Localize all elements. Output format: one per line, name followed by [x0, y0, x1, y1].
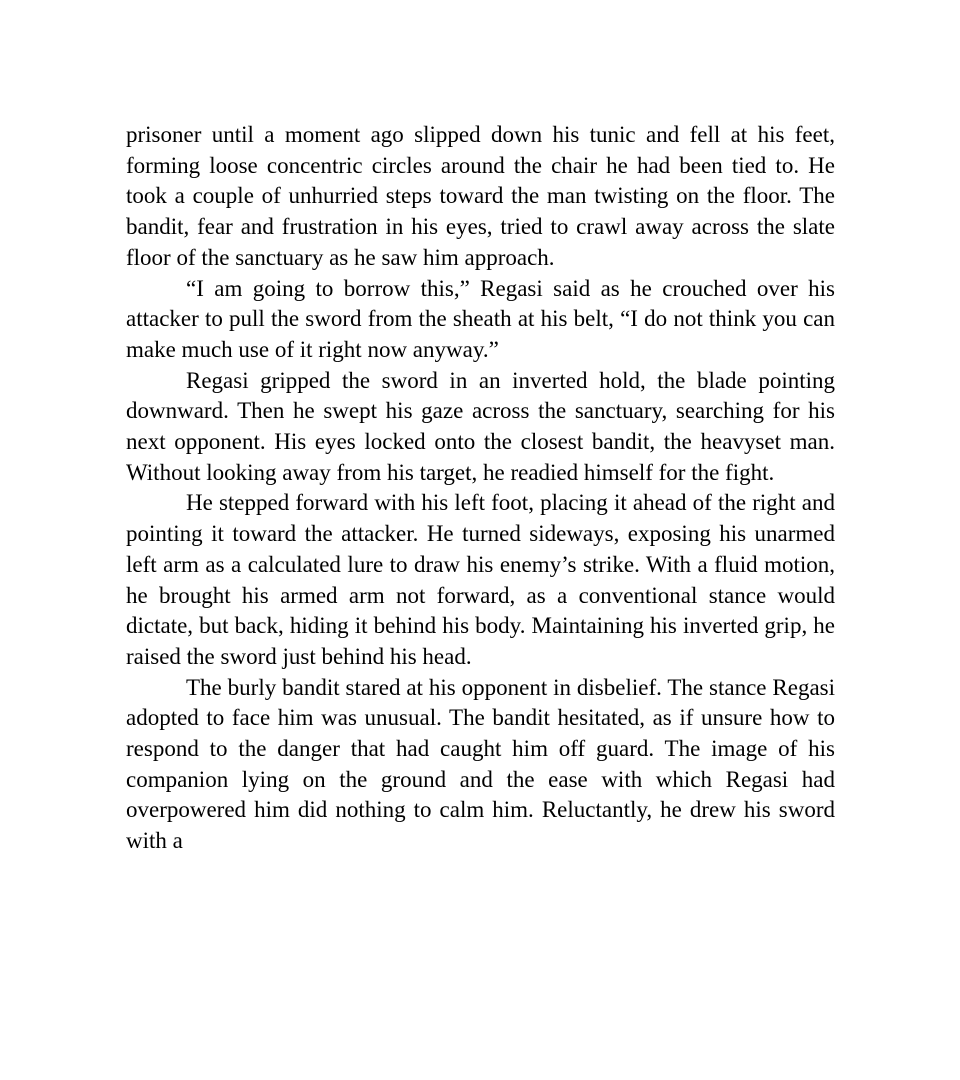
paragraph: “I am going to borrow this,” Regasi said as he crouched over his attacker to pull the sword from the sheath at his belt, “I do not think you can make much use of it right now anyway.” — [126, 275, 835, 362]
paragraph: He stepped forward with his left foot, placing it ahead of the right and pointing it toward the attacker. He turned sideways, exposing his unarmed left arm as a calculated lure to draw his enemy’s strike. With a fluid motion, he brought his armed arm not forward, as a conventional stance would dictate, but back, hiding it behind his body. Maintaining his inverted grip, he raised the sword just behind his head. — [126, 490, 835, 669]
paragraph: The burly bandit stared at his opponent in disbelief. The stance Regasi adopted to face him was unusual. The bandit hesitated, as if unsure how to respond to the danger that had caught him off guard. The image of his companion lying on the ground and the ease with which Regasi had overpowered him did nothing to calm him. Reluctantly, he drew his sword with a — [126, 674, 835, 854]
paragraph: prisoner until a moment ago slipped down his tunic and fell at his feet, forming loose concentric circles around the chair he had been tied to. He took a couple of unhurried steps toward the man twisting on the floor. The bandit, fear and frustration in his eyes, tried to crawl away across the slate floor of the sanctuary as he saw him approach. — [126, 122, 835, 270]
page-text — [126, 120, 835, 857]
paragraph: Regasi gripped the sword in an inverted hold, the blade pointing downward. Then he swept his gaze across the sanctuary, searching for his next opponent. His eyes locked onto the closest bandit, the heavyset man. Without looking away from his target, he readied himself for the fight. — [126, 367, 835, 485]
